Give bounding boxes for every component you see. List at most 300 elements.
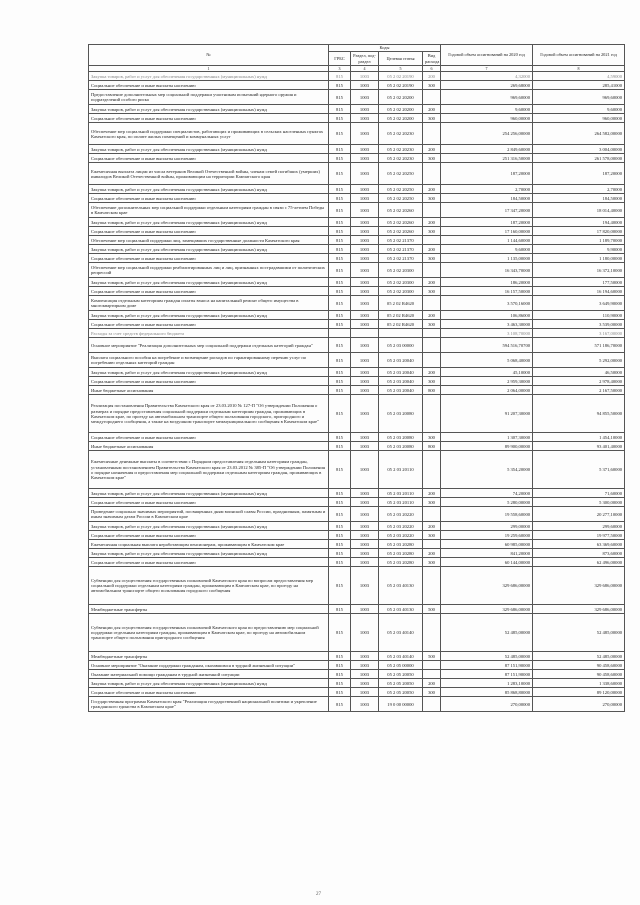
row-amount-2021: 93 401,40000	[533, 442, 625, 451]
row-section: 1003	[351, 254, 379, 263]
row-amount-2020: 960,00000	[441, 114, 533, 123]
table-row	[89, 605, 625, 614]
budget-table-body	[89, 72, 625, 712]
row-amount-2021: 4,59000	[533, 72, 625, 81]
table-row	[89, 507, 625, 522]
row-name: Социальное обеспечение и иные выплаты населению	[89, 320, 329, 329]
table-row	[89, 670, 625, 679]
row-section: 1003	[351, 353, 379, 368]
table-row	[89, 353, 625, 368]
row-article: 05 2 03 20110	[379, 451, 423, 489]
header-codes: Коды	[329, 45, 441, 52]
row-vid: 500	[423, 652, 441, 661]
row-grbs: 815	[329, 386, 351, 395]
table-row	[89, 90, 625, 105]
row-article: 05 2 03 40140	[379, 652, 423, 661]
header-number: 8	[533, 66, 625, 72]
row-article: 05 2 03 20220	[379, 507, 423, 522]
table-row	[89, 163, 625, 185]
row-amount-2020: 4,32000	[441, 72, 533, 81]
row-article: 05 2 05 20050	[379, 688, 423, 697]
row-vid: 200	[423, 185, 441, 194]
row-name: Субвенции для осуществления государственных полномочий Камчатского края по вопросам предоставления мер социальной поддержки отдельным категориям граждан, проживающим в Камчатском крае, по проезду на автомобильном транспорте общего пользования городского сообщения	[89, 567, 329, 605]
row-vid: 300	[423, 688, 441, 697]
row-vid: 200	[423, 311, 441, 320]
row-amount-2021: 329 686,00000	[533, 605, 625, 614]
table-row	[89, 311, 625, 320]
row-name: Социальное обеспечение и иные выплаты населению	[89, 154, 329, 163]
table-row	[89, 531, 625, 540]
row-amount-2021: 5 300,00000	[533, 498, 625, 507]
row-vid: 200	[423, 72, 441, 81]
table-row	[89, 245, 625, 254]
row-grbs: 815	[329, 72, 351, 81]
header-number: 5	[379, 66, 423, 72]
row-section: 1003	[351, 185, 379, 194]
row-amount-2021: 5 292,00000	[533, 353, 625, 368]
row-article: 05 2 03 20110	[379, 498, 423, 507]
row-grbs: 815	[329, 227, 351, 236]
table-row	[89, 697, 625, 712]
row-vid	[423, 567, 441, 605]
row-section: 1003	[351, 145, 379, 154]
row-amount-2021: 5 371,60000	[533, 451, 625, 489]
row-section: 1003	[351, 320, 379, 329]
row-vid	[423, 338, 441, 353]
row-article: 05 2 05 00000	[379, 661, 423, 670]
row-amount-2020: 52 485,00000	[441, 614, 533, 652]
row-amount-2021: 94 855,50000	[533, 395, 625, 433]
row-vid: 500	[423, 605, 441, 614]
row-name: Закупка товаров, работ и услуг для обеспечения государственных (муниципальных) нужд	[89, 105, 329, 114]
row-article: 05 2 02 20230	[379, 154, 423, 163]
row-section: 1003	[351, 451, 379, 489]
row-vid	[423, 614, 441, 652]
row-grbs: 815	[329, 194, 351, 203]
row-grbs: 815	[329, 163, 351, 185]
row-article: 05 2 03 20220	[379, 522, 423, 531]
row-section: 1003	[351, 614, 379, 652]
row-amount-2021: 177,50000	[533, 278, 625, 287]
row-amount-2021: 969,60000	[533, 90, 625, 105]
row-article: 05 2 02 20300	[379, 287, 423, 296]
row-amount-2020: 251 316,50000	[441, 154, 533, 163]
row-vid: 200	[423, 145, 441, 154]
row-amount-2021: 3 004,00000	[533, 145, 625, 154]
row-vid: 300	[423, 287, 441, 296]
row-section: 1003	[351, 236, 379, 245]
header-number: 4	[351, 66, 379, 72]
header-number: 6	[423, 66, 441, 72]
row-vid: 300	[423, 433, 441, 442]
row-amount-2021: 2 978,40000	[533, 377, 625, 386]
row-grbs: 815	[329, 218, 351, 227]
row-section: 1003	[351, 263, 379, 278]
row-amount-2021: 194,40000	[533, 218, 625, 227]
row-section: 1003	[351, 549, 379, 558]
row-name: Межбюджетные трансферты	[89, 605, 329, 614]
row-name: Социальное обеспечение и иные выплаты населению	[89, 114, 329, 123]
row-name: Социальное обеспечение и иные выплаты населению	[89, 688, 329, 697]
row-article: 05 2 02 20260	[379, 218, 423, 227]
row-section: 1003	[351, 697, 379, 712]
row-amount-2021: 261 578,00000	[533, 154, 625, 163]
row-amount-2020: 85 868,80000	[441, 688, 533, 697]
row-name: Закупка товаров, работ и услуг для обеспечения государственных (муниципальных) нужд	[89, 245, 329, 254]
row-amount-2021: 110,90000	[533, 311, 625, 320]
row-amount-2021: 89 120,00000	[533, 688, 625, 697]
table-row	[89, 442, 625, 451]
row-amount-2020: 5 068,40000	[441, 353, 533, 368]
row-name: Обеспечение мер социальной поддержки лиц, замещавших государственные должности Камчатского края	[89, 236, 329, 245]
row-section: 1003	[351, 567, 379, 605]
row-vid	[423, 540, 441, 549]
row-name: Закупка товаров, работ и услуг для обеспечения государственных (муниципальных) нужд	[89, 185, 329, 194]
row-amount-2021: 9,90000	[533, 245, 625, 254]
row-section: 1003	[351, 395, 379, 433]
row-grbs: 815	[329, 203, 351, 218]
table-row	[89, 614, 625, 652]
row-vid	[423, 507, 441, 522]
row-section: 1003	[351, 296, 379, 311]
row-name: Ежемесячные денежные выплаты в соответствии с Порядком предоставления отдельным категориям граждан, установленным постановлением Правительства Камчатского края от 23.03.2012 № 385-П "Об утверждении Положения о порядке назначения и предоставления мер социальной поддержки отдельным категориям граждан, проживающих в Камчатском крае"	[89, 451, 329, 489]
row-amount-2020: 187,20000	[441, 163, 533, 185]
row-amount-2020: 1 307,30000	[441, 433, 533, 442]
header-section: Раздел, под-раздел	[351, 52, 379, 66]
row-section: 1003	[351, 163, 379, 185]
page-number: 27	[316, 892, 321, 897]
row-article: 05 2 03 20040	[379, 368, 423, 377]
row-name: Социальное обеспечение и иные выплаты населению	[89, 498, 329, 507]
row-section: 1003	[351, 218, 379, 227]
row-section: 1003	[351, 278, 379, 287]
row-grbs: 815	[329, 311, 351, 320]
row-amount-2021: 17 820,00000	[533, 227, 625, 236]
row-amount-2020: 1 135,00000	[441, 254, 533, 263]
row-amount-2021: 264 582,00000	[533, 123, 625, 145]
row-grbs: 815	[329, 522, 351, 531]
row-article: 05 2 02 R4620	[379, 296, 423, 311]
row-amount-2021: 9,60000	[533, 105, 625, 114]
table-row	[89, 661, 625, 670]
row-grbs: 815	[329, 605, 351, 614]
row-article: 05 2 03 00000	[379, 338, 423, 353]
row-amount-2020: 60 144,00000	[441, 558, 533, 567]
row-section: 1003	[351, 311, 379, 320]
table-row	[89, 688, 625, 697]
header-name: №	[89, 45, 329, 66]
row-article: 05 2 02 20300	[379, 278, 423, 287]
row-amount-2020: 2,70000	[441, 185, 533, 194]
row-section: 1003	[351, 227, 379, 236]
row-article: 05 2 02 21370	[379, 245, 423, 254]
row-section: 1003	[351, 661, 379, 670]
row-amount-2021: 1 338,60000	[533, 679, 625, 688]
table-row	[89, 72, 625, 81]
budget-table	[88, 44, 625, 712]
row-amount-2020: 187,20000	[441, 218, 533, 227]
row-vid: 200	[423, 549, 441, 558]
row-amount-2021: 16 194,60000	[533, 287, 625, 296]
row-vid	[423, 329, 441, 338]
row-vid	[423, 451, 441, 489]
row-amount-2020: 3 463,30000	[441, 320, 533, 329]
row-name: Предоставление дополнительных мер социальной поддержки участникам испытаний ядерного оружия и подразделений особого риска	[89, 90, 329, 105]
row-amount-2020: 19 259,60000	[441, 531, 533, 540]
row-grbs: 815	[329, 433, 351, 442]
row-amount-2020: 329 686,00000	[441, 605, 533, 614]
row-section: 1003	[351, 540, 379, 549]
table-row	[89, 218, 625, 227]
row-section: 1003	[351, 489, 379, 498]
row-article: 05 2 03 40130	[379, 605, 423, 614]
row-section: 1003	[351, 670, 379, 679]
row-amount-2020: 254 256,00000	[441, 123, 533, 145]
row-section: 1003	[351, 105, 379, 114]
table-row	[89, 522, 625, 531]
row-amount-2021: 1 189,70000	[533, 236, 625, 245]
row-name: Обеспечение мер социальной поддержки реабилитированных лиц и лиц, признанных пострадавшими от политических репрессий	[89, 263, 329, 278]
row-vid: 300	[423, 114, 441, 123]
row-grbs: 815	[329, 154, 351, 163]
row-amount-2020: 17 160,00000	[441, 227, 533, 236]
table-row	[89, 377, 625, 386]
row-amount-2020: 841,20000	[441, 549, 533, 558]
row-grbs: 815	[329, 567, 351, 605]
row-amount-2021: 52 485,00000	[533, 614, 625, 652]
row-name: Ежемесячная выплата лицам из числа ветеранов Великой Отечественной войны, членам семей погибших (умерших) инвалидов Великой Отечественной войны, проживающим на территории Камчатского края	[89, 163, 329, 185]
row-amount-2021: 90 458,60000	[533, 670, 625, 679]
table-row	[89, 498, 625, 507]
row-grbs: 815	[329, 451, 351, 489]
row-vid	[423, 236, 441, 245]
row-grbs: 815	[329, 338, 351, 353]
row-vid: 300	[423, 320, 441, 329]
row-vid: 300	[423, 558, 441, 567]
row-amount-2020: 269,68000	[441, 81, 533, 90]
row-grbs: 815	[329, 320, 351, 329]
row-article: 05 2 02 20190	[379, 72, 423, 81]
row-section: 1003	[351, 338, 379, 353]
row-vid: 200	[423, 105, 441, 114]
table-row	[89, 338, 625, 353]
row-section: 1003	[351, 287, 379, 296]
row-grbs: 815	[329, 254, 351, 263]
row-article: 05 2 02 21370	[379, 236, 423, 245]
row-amount-2020: 299,00000	[441, 522, 533, 531]
header-vid: Вид расхода	[423, 52, 441, 66]
table-row	[89, 194, 625, 203]
row-vid: 200	[423, 218, 441, 227]
row-article: 05 2 05 20050	[379, 679, 423, 688]
row-amount-2020: 1 283,10000	[441, 679, 533, 688]
row-amount-2021: 3 649,90000	[533, 296, 625, 311]
header-number: 7	[441, 66, 533, 72]
row-section: 1003	[351, 688, 379, 697]
row-grbs: 815	[329, 145, 351, 154]
row-amount-2021: 187,20000	[533, 163, 625, 185]
table-row	[89, 368, 625, 377]
row-amount-2020: 16 343,70000	[441, 263, 533, 278]
row-amount-2020: 60 985,00000	[441, 540, 533, 549]
row-grbs: 815	[329, 278, 351, 287]
row-name: Закупка товаров, работ и услуг для обеспечения государственных (муниципальных) нужд	[89, 278, 329, 287]
table-row	[89, 227, 625, 236]
row-section: 1003	[351, 154, 379, 163]
row-name: Социальное обеспечение и иные выплаты населению	[89, 81, 329, 90]
row-section: 1003	[351, 679, 379, 688]
header-number: 1	[89, 66, 329, 72]
row-amount-2021: 3 539,00000	[533, 320, 625, 329]
row-amount-2021: 285,41000	[533, 81, 625, 90]
row-vid: 300	[423, 377, 441, 386]
table-row	[89, 123, 625, 145]
row-vid: 200	[423, 368, 441, 377]
row-amount-2020: 89 900,00000	[441, 442, 533, 451]
row-amount-2021: 19 977,50000	[533, 531, 625, 540]
table-row	[89, 154, 625, 163]
row-grbs: 815	[329, 670, 351, 679]
row-article: 05 2 02 20200	[379, 90, 423, 105]
row-amount-2021: 90 458,60000	[533, 661, 625, 670]
row-vid	[423, 697, 441, 712]
row-amount-2021: 270,00000	[533, 697, 625, 712]
row-section: 1003	[351, 522, 379, 531]
row-article: 05 2 02 20250	[379, 194, 423, 203]
row-article: 05 2 05 20050	[379, 670, 423, 679]
row-section: 1003	[351, 245, 379, 254]
row-article: 05 2 03 20080	[379, 442, 423, 451]
row-name: Закупка товаров, работ и услуг для обеспечения государственных (муниципальных) нужд	[89, 489, 329, 498]
row-name: Государственная программа Камчатского края "Реализация государственной национальной политики и укрепление гражданского единства в Камчатском крае"	[89, 697, 329, 712]
row-amount-2020: 1 144,60000	[441, 236, 533, 245]
row-name: Социальное обеспечение и иные выплаты населению	[89, 227, 329, 236]
row-grbs: 815	[329, 688, 351, 697]
table-row	[89, 296, 625, 311]
row-grbs: 815	[329, 679, 351, 688]
table-row	[89, 558, 625, 567]
row-article: 05 2 03 40140	[379, 614, 423, 652]
row-article: 05 2 02 21370	[379, 254, 423, 263]
row-grbs: 815	[329, 558, 351, 567]
row-section: 1003	[351, 386, 379, 395]
row-vid: 300	[423, 254, 441, 263]
row-amount-2020: 3 108,70000	[441, 329, 533, 338]
row-amount-2021: 46,50000	[533, 368, 625, 377]
row-article: 05 2 02 R4620	[379, 320, 423, 329]
row-amount-2021: 2,70000	[533, 185, 625, 194]
row-amount-2020: 74,20000	[441, 489, 533, 498]
row-article: 05 2 03 20080	[379, 433, 423, 442]
row-article: 19 0 00 00000	[379, 697, 423, 712]
row-vid: 800	[423, 386, 441, 395]
row-amount-2021: 184,50000	[533, 194, 625, 203]
table-row	[89, 145, 625, 154]
row-section: 1003	[351, 194, 379, 203]
row-amount-2021: 20 277,10000	[533, 507, 625, 522]
row-article: 05 2 03 20280	[379, 540, 423, 549]
row-vid: 200	[423, 522, 441, 531]
row-name: Субвенции для осуществления государственных полномочий Камчатского края по предоставлению мер социальной поддержки отдельным категориям граждан, проживающим в Камчатском крае, по проезду на автомобильном транспорте общего пользования пригородного сообщения	[89, 614, 329, 652]
row-amount-2020: 16 157,50000	[441, 287, 533, 296]
row-name: Обеспечение дополнительных мер социальной поддержки отдельным категориям граждан в связи с 75-летием Победы в Камчатском крае	[89, 203, 329, 218]
table-row	[89, 395, 625, 433]
row-vid	[423, 123, 441, 145]
row-article: 05 2 02 R4620	[379, 311, 423, 320]
table-row	[89, 567, 625, 605]
row-name: Обеспечение мер социальной поддержки специалистов, работающих и проживающих в сельских населенных пунктах Камчатского края, по оплате жилых помещений и коммунальных услуг	[89, 123, 329, 145]
row-name: Межбюджетные трансферты	[89, 652, 329, 661]
row-name: Социальное обеспечение и иные выплаты населению	[89, 287, 329, 296]
row-vid: 300	[423, 194, 441, 203]
row-grbs: 815	[329, 661, 351, 670]
row-amount-2020: 5 280,00000	[441, 498, 533, 507]
row-name: Закупка товаров, работ и услуг для обеспечения государственных (муниципальных) нужд	[89, 679, 329, 688]
row-grbs: 815	[329, 236, 351, 245]
table-row	[89, 433, 625, 442]
table-row	[89, 185, 625, 194]
row-amount-2021: 62 496,00000	[533, 558, 625, 567]
row-grbs: 815	[329, 697, 351, 712]
row-name: Закупка товаров, работ и услуг для обеспечения государственных (муниципальных) нужд	[89, 145, 329, 154]
row-article: 05 2 03 40130	[379, 567, 423, 605]
row-section: 1003	[351, 442, 379, 451]
row-section: 1003	[351, 558, 379, 567]
table-row	[89, 451, 625, 489]
header-grbs: ГРБС	[329, 52, 351, 66]
row-name: Выплата социального пособия на погребение и возмещение расходов по гарантированному перечню услуг по погребению отдельных категорий граждан	[89, 353, 329, 368]
row-name: Реализация постановления Правительства Камчатского края от 23.03.2010 № 127-П "Об утверждении Положения о размерах и порядке предоставления социальной поддержки отдельным категориям граждан, проживающих в Камчатском крае, по проезду на автомобильном транспорте общего пользования городского, пригородного и междугороднего сообщения, а также на воздушном транспорте межмуниципального сообщения в Камчатском крае"	[89, 395, 329, 433]
row-vid	[423, 90, 441, 105]
row-name: Социальное обеспечение и иные выплаты населению	[89, 254, 329, 263]
row-amount-2020: 3 570,16000	[441, 296, 533, 311]
row-amount-2021: 16 372,10000	[533, 263, 625, 278]
row-section: 1003	[351, 72, 379, 81]
row-amount-2021: 329 686,00000	[533, 567, 625, 605]
table-row	[89, 320, 625, 329]
row-article: 05 2 02 20260	[379, 203, 423, 218]
header-article: Целевая статья	[379, 52, 423, 66]
row-grbs: 815	[329, 296, 351, 311]
header-year-2020: Годовой объем ассигнований на 2020 год	[441, 45, 533, 66]
row-article: 05 2 03 20040	[379, 386, 423, 395]
row-name: Закупка товаров, работ и услуг для обеспечения государственных (муниципальных) нужд	[89, 368, 329, 377]
row-section: 1003	[351, 368, 379, 377]
row-amount-2021: 299,60000	[533, 522, 625, 531]
row-name: Основное мероприятие "Реализация дополнительных мер социальной поддержки отдельных категорий граждан"	[89, 338, 329, 353]
table-row	[89, 540, 625, 549]
row-grbs: 815	[329, 507, 351, 522]
row-article: 05 2 02 20230	[379, 123, 423, 145]
row-article: 05 2 02 20260	[379, 227, 423, 236]
row-grbs: 815	[329, 81, 351, 90]
row-vid	[423, 670, 441, 679]
row-amount-2020: 2 959,30000	[441, 377, 533, 386]
row-amount-2021: 571 186,70000	[533, 338, 625, 353]
row-grbs: 815	[329, 105, 351, 114]
row-amount-2020: 52 485,00000	[441, 652, 533, 661]
row-vid: 800	[423, 442, 441, 451]
table-row	[89, 114, 625, 123]
row-article: 05 2 02 20200	[379, 114, 423, 123]
table-row	[89, 549, 625, 558]
row-amount-2020: 87 151,90000	[441, 670, 533, 679]
row-amount-2021: 1 454,10000	[533, 433, 625, 442]
table-row	[89, 386, 625, 395]
row-amount-2021: 18 014,40000	[533, 203, 625, 218]
row-amount-2020: 91 207,30000	[441, 395, 533, 433]
row-name: Компенсация отдельным категориям граждан оплаты взноса на капитальный ремонт общего имущества в многоквартирном доме	[89, 296, 329, 311]
